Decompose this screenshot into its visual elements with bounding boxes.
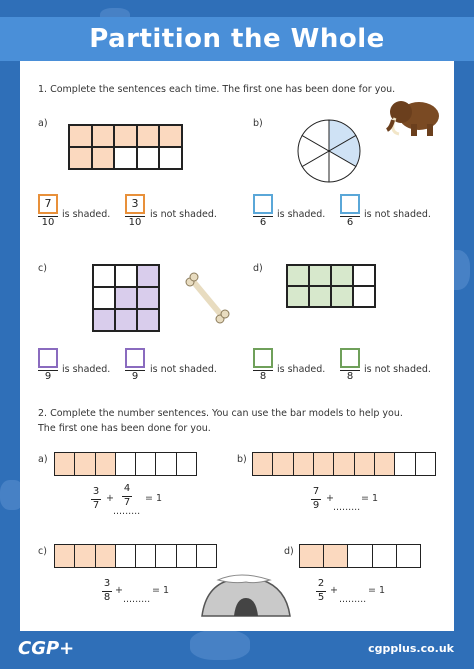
q2c-num1: 3 [103, 578, 111, 589]
bone-icon [184, 272, 230, 324]
q1b-pie-circle [297, 119, 361, 183]
q1d-grid [286, 264, 376, 308]
q1c-not-denominator: 9 [131, 371, 139, 382]
q1d-not-denominator: 8 [346, 371, 354, 382]
q1c-not-numerator-box[interactable] [125, 348, 145, 368]
blank-answer[interactable]: ......... [123, 594, 151, 605]
q1c-numerator-box[interactable] [38, 348, 58, 368]
footer-url[interactable]: cgpplus.co.uk [368, 642, 454, 655]
q1b-denominator: 6 [259, 217, 267, 228]
q2b-num1: 7 [312, 486, 320, 497]
blank-answer[interactable]: ......... [113, 506, 141, 517]
equals-one: = 1 [145, 493, 163, 504]
q1c-denominator: 9 [44, 371, 52, 382]
q2-instruction: 2. Complete the number sentences. You can use the bar models to help you. [38, 408, 403, 419]
q1a-numerator-box[interactable]: 7 [38, 194, 58, 214]
q1b-not-denominator: 6 [346, 217, 354, 228]
q2d-num1: 2 [317, 578, 325, 589]
cave-icon [200, 572, 292, 618]
q1c-grid [92, 264, 160, 332]
q1d-not-numerator-box[interactable] [340, 348, 360, 368]
mammoth-icon [385, 92, 445, 142]
q1d-not-shaded-text: is not shaded. [364, 364, 431, 375]
q1b-numerator-box[interactable] [253, 194, 273, 214]
q1b-shaded-text: is shaded. [277, 209, 326, 220]
q1b-not-numerator-box[interactable] [340, 194, 360, 214]
q1a-not-shaded-text: is not shaded. [150, 209, 217, 220]
q2a-label: a) [38, 454, 48, 465]
q2d-bar-model [299, 544, 421, 568]
q2c-label: c) [38, 546, 47, 557]
q2c-bar-model [54, 544, 217, 568]
q1a-not-numerator-box[interactable]: 3 [125, 194, 145, 214]
q2b-bar-model [252, 452, 436, 476]
q2a-den1: 7 [92, 500, 100, 511]
q1a-label: a) [38, 118, 48, 129]
plus-sign: + [115, 585, 123, 596]
blank-answer[interactable]: ......... [339, 594, 367, 605]
q2d-label: d) [284, 546, 294, 557]
q2-instruction-2: The first one has been done for you. [38, 423, 211, 434]
q1b-label: b) [253, 118, 263, 129]
cgp-logo: CGP+ [18, 638, 75, 659]
q1a-grid [68, 124, 183, 170]
q2d-den1: 5 [317, 592, 325, 603]
plus-sign: + [106, 493, 114, 504]
q2b-den1: 9 [312, 500, 320, 511]
q1c-label: c) [38, 263, 47, 274]
q1d-label: d) [253, 263, 263, 274]
equals-one: = 1 [152, 585, 170, 596]
q1d-numerator-box[interactable] [253, 348, 273, 368]
equals-one: = 1 [368, 585, 386, 596]
q2c-den1: 8 [103, 592, 111, 603]
blank-answer[interactable]: ......... [333, 502, 361, 513]
q1a-shaded-text: is shaded. [62, 209, 111, 220]
q2a-den2: 7 [123, 497, 131, 508]
q1d-denominator: 8 [259, 371, 267, 382]
page-title: Partition the Whole [0, 17, 474, 61]
q2b-label: b) [237, 454, 247, 465]
q1a-denominator: 10 [41, 217, 55, 228]
q1b-not-shaded-text: is not shaded. [364, 209, 431, 220]
q2a-num2: 4 [123, 483, 131, 494]
q1-instruction: 1. Complete the sentences each time. The first one has been done for you. [38, 84, 396, 95]
plus-sign: + [330, 585, 338, 596]
q2a-num1: 3 [92, 486, 100, 497]
q1a-not-denominator: 10 [128, 217, 142, 228]
q2a-bar-model [54, 452, 197, 476]
q1d-shaded-text: is shaded. [277, 364, 326, 375]
background-blob [190, 630, 250, 660]
q1c-not-shaded-text: is not shaded. [150, 364, 217, 375]
q1c-shaded-text: is shaded. [62, 364, 111, 375]
equals-one: = 1 [361, 493, 379, 504]
plus-sign: + [326, 493, 334, 504]
